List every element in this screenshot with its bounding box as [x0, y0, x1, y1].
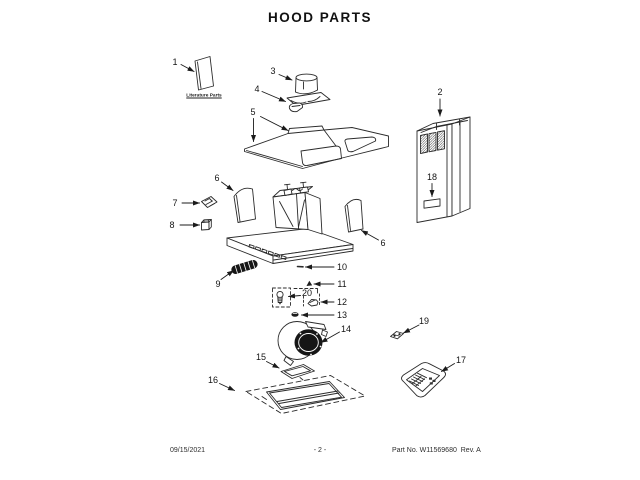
arrow-callout-4 [262, 92, 286, 102]
part-9-handle [230, 259, 258, 275]
callout-10: 10 [336, 262, 348, 272]
arrow-callout-6-right [362, 231, 379, 241]
footer-part-number: Part No. W11569680 Rev. A [392, 447, 481, 454]
callout-4: 4 [254, 84, 260, 94]
part-11-screw [307, 281, 313, 286]
part-6-side-panel-left [234, 188, 256, 222]
callout-12: 12 [336, 297, 348, 307]
callout-6-left: 6 [214, 173, 220, 183]
callout-8: 8 [169, 220, 175, 230]
arrow-callout-19 [404, 325, 420, 333]
arrow-callout-3 [279, 75, 292, 81]
arrow-callout-5b [261, 117, 289, 131]
callout-11: 11 [337, 279, 347, 289]
callout-19: 19 [418, 316, 430, 326]
callout-5: 5 [250, 107, 256, 117]
part-3-damper-assembly [287, 74, 330, 105]
arrow-callout-6-left [222, 182, 234, 191]
callout-3: 3 [270, 66, 276, 76]
part-14-blower-motor [278, 322, 328, 366]
callout-14: 14 [340, 324, 352, 334]
arrow-callout-16 [220, 384, 235, 391]
part-5-canopy-top-panel [245, 126, 389, 169]
part-17-charcoal-filter [402, 363, 446, 398]
part-19-clip [391, 332, 404, 339]
callout-16: 16 [207, 375, 219, 385]
part-20-lamp [277, 291, 283, 304]
callout-15: 15 [255, 352, 267, 362]
page-title: HOOD PARTS [267, 10, 372, 25]
part-6-side-panel-right [345, 199, 363, 232]
part-16-bottom-liner [246, 376, 365, 414]
footer-date: 09/15/2021 [170, 447, 206, 454]
part-2-chimney-duct-cover [417, 117, 470, 223]
literature-parts-label: Literature Parts [186, 93, 222, 99]
arrow-callout-17 [442, 364, 455, 372]
part-7-switch [202, 197, 218, 208]
callout-20: 20 [301, 288, 313, 298]
arrow-callout-15 [267, 362, 280, 369]
footer-page-number: - 2 - [313, 447, 327, 454]
part-1-literature-book [195, 57, 214, 91]
part-12-bracket [308, 300, 318, 307]
callout-17: 17 [455, 355, 467, 365]
arrow-callout-20 [289, 296, 301, 297]
part-13-grommet [291, 312, 298, 317]
callout-6-right: 6 [380, 238, 386, 248]
part-8-capacitor [202, 219, 212, 230]
callout-13: 13 [336, 310, 348, 320]
callout-9: 9 [215, 279, 221, 289]
callout-2: 2 [437, 87, 443, 97]
arrow-callout-9 [221, 271, 234, 280]
part-4-clip [289, 103, 302, 112]
arrow-callout-1 [181, 65, 194, 72]
part-15-plate [281, 365, 315, 379]
callout-18: 18 [426, 172, 438, 182]
callout-1: 1 [172, 57, 178, 67]
callout-7: 7 [172, 198, 178, 208]
